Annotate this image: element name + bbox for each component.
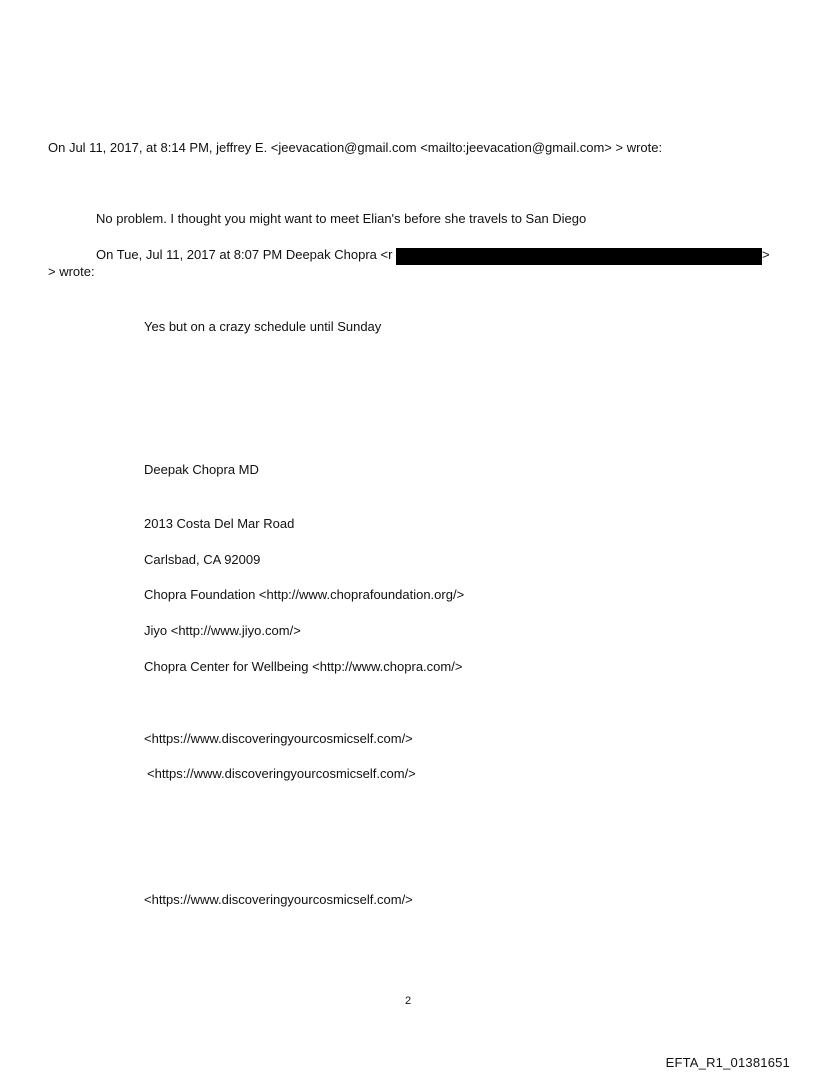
redaction-bar xyxy=(396,248,762,265)
signature-address-line2: Carlsbad, CA 92009 xyxy=(144,552,261,567)
signature-url-2: <https://www.discoveringyourcosmicself.com/> xyxy=(147,766,416,781)
quoted-header: On Tue, Jul 11, 2017 at 8:07 PM Deepak Chopra <r xyxy=(96,247,393,262)
signature-url-3: <https://www.discoveringyourcosmicself.com/> xyxy=(144,892,413,907)
reply-header: On Jul 11, 2017, at 8:14 PM, jeffrey E. <jeevacation@gmail.com <mailto:jeevacation@gmail.com> > wrote: xyxy=(48,140,663,155)
signature-link-chopra-foundation: Chopra Foundation <http://www.choprafoundation.org/> xyxy=(144,587,465,602)
quoted-header-wrap: > wrote: xyxy=(48,264,95,279)
document-id: EFTA_R1_01381651 xyxy=(665,1055,790,1070)
signature-link-jiyo: Jiyo <http://www.jiyo.com/> xyxy=(144,623,301,638)
reply-body: No problem. I thought you might want to meet Elian's before she travels to San Diego xyxy=(96,211,587,226)
quoted-body: Yes but on a crazy schedule until Sunday xyxy=(144,319,382,334)
signature-url-1: <https://www.discoveringyourcosmicself.com/> xyxy=(144,731,413,746)
signature-address-line1: 2013 Costa Del Mar Road xyxy=(144,516,295,531)
page-number: 2 xyxy=(404,995,412,1007)
quoted-header-end: > xyxy=(762,247,770,262)
signature-link-chopra-center: Chopra Center for Wellbeing <http://www.chopra.com/> xyxy=(144,659,463,674)
signature-name: Deepak Chopra MD xyxy=(144,462,259,477)
